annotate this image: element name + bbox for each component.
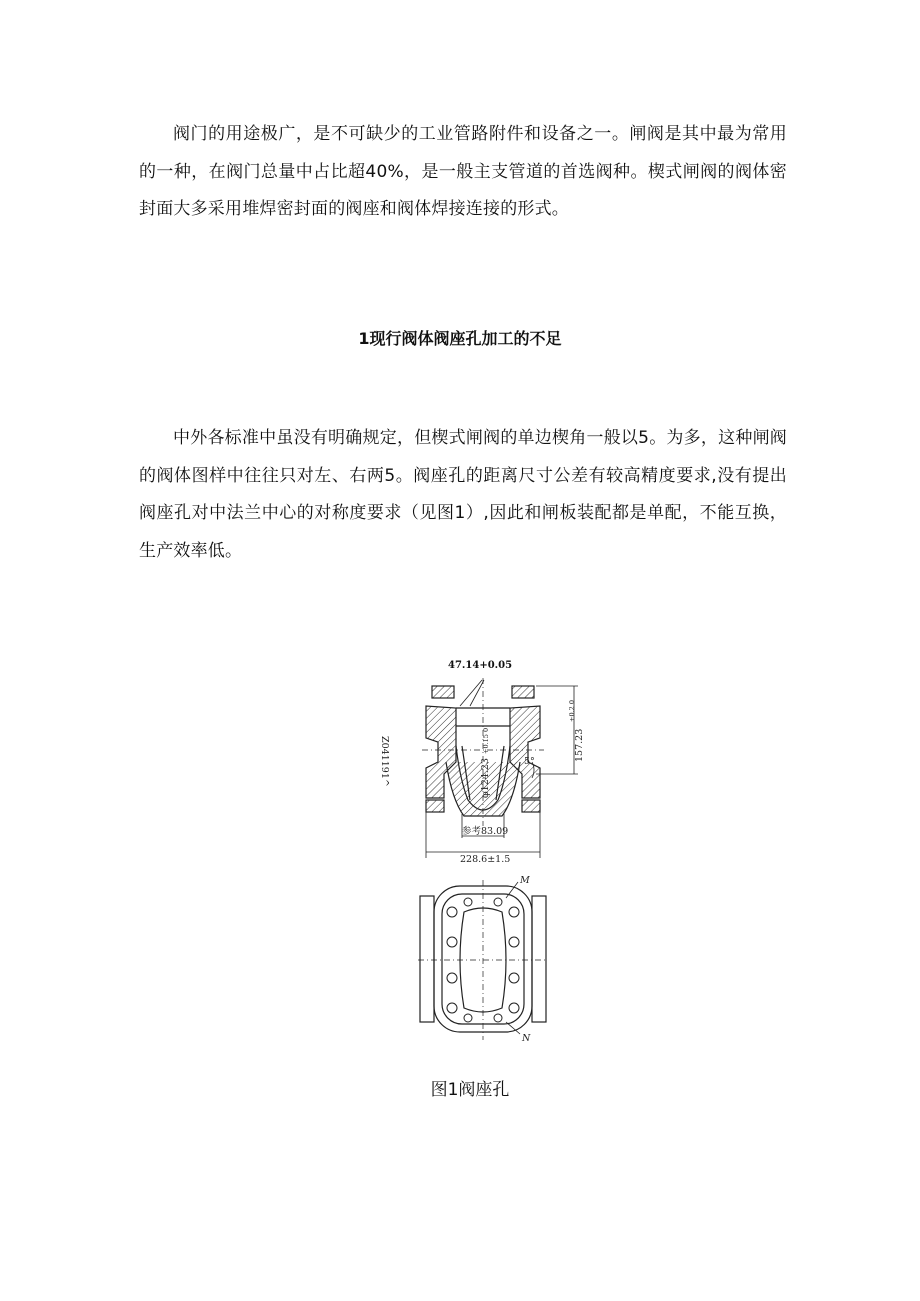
figure-caption: 图1阀座孔 <box>430 1080 510 1100</box>
valve-drawing <box>360 650 600 1050</box>
valve-plan-view <box>418 880 548 1040</box>
body-paragraph: 中外各标准中虽没有明确规定，但楔式闸阀的单边楔角一般以5。为多，这种闸阀的阀体图样中往往只对左、右两5。阀座孔的距离尺寸公差有较高精度要求,没有提出阀座孔对中法兰中心的对称度要求（见图1）,因此和闸板装配都是单配，不能互换，生产效率低。 <box>139 428 787 561</box>
seat-diameter-label: φ124.23 <box>480 758 491 798</box>
right-dimension-tolerance: +0.2 0 <box>568 700 576 722</box>
mark-n-label: N <box>522 1033 531 1044</box>
intro-paragraph: 阀门的用途极广，是不可缺少的工业管路附件和设备之一。闸阀是其中最为常用的一种，在阀门总量中占比超40%，是一般主支管道的首选阀种。楔式闸阀的阀体密封面大多采用堆焊密封面的阀座和阀体焊接连接的形式。 <box>139 124 787 219</box>
reference-dimension-label: 参考83.09 <box>462 826 509 837</box>
right-dimension-label: 157.23 <box>574 728 585 762</box>
section-heading: 1现行阀体阀座孔加工的不足 <box>358 329 562 348</box>
seat-diameter-tolerance: +0.15 0 <box>482 727 490 754</box>
mark-m-label: M <box>520 875 530 886</box>
drawing-code-label: Z041191^ <box>379 736 390 787</box>
figure-valve-seat-hole <box>360 650 600 1050</box>
top-dimension-label: 47.14+0.05 <box>448 660 513 671</box>
bottom-dimension-label: 228.6±1.5 <box>460 854 511 865</box>
wedge-angle-label: 5° <box>524 756 535 767</box>
